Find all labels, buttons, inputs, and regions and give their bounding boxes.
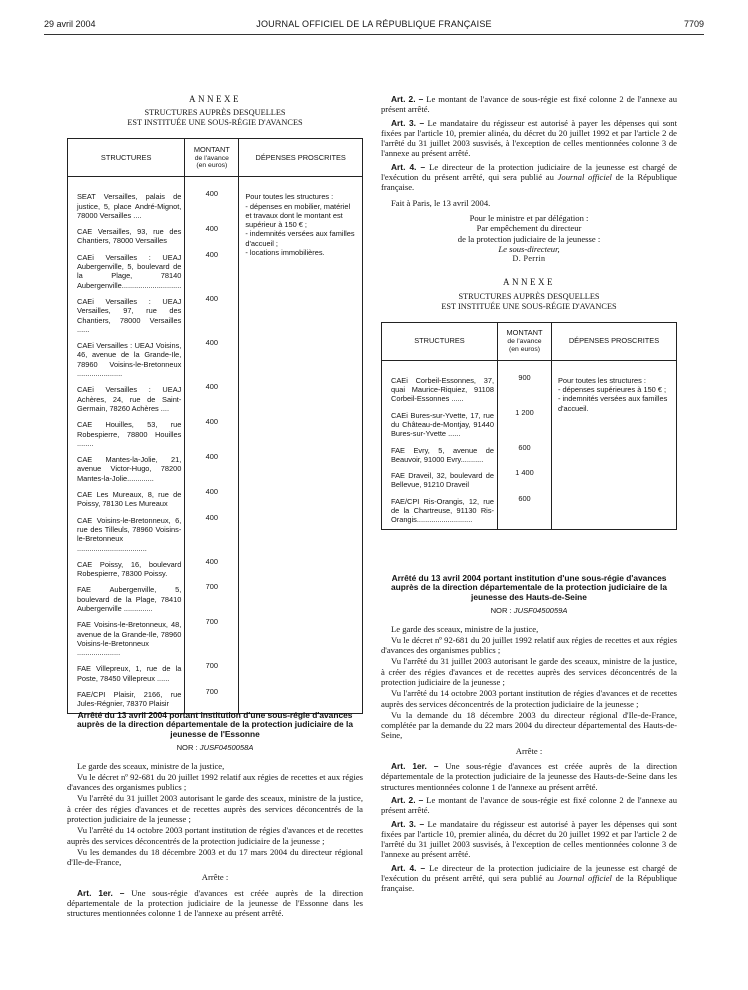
montant-cell: 900 — [498, 373, 552, 408]
article — [381, 795, 677, 816]
annexe-subtitle-line: STRUCTURES AUPRÈS DESQUELLES — [458, 291, 600, 301]
annexe-table — [67, 138, 363, 713]
article-label: Art. 2. – — [391, 794, 424, 805]
signature-line: de la protection judiciaire de la jeunesse : — [457, 233, 601, 244]
structure-cell: FAE Aubergenville, 5, boulevard de la Plage, 78410 Aubergenville .............. — [68, 582, 185, 617]
signature-line: Pour le ministre et par délégation : — [469, 212, 589, 223]
paragraph: Vu le décret nº 92-681 du 20 juillet 1992 relatif aux régies de recettes et aux régies d'avances des organismes publics ; — [381, 634, 677, 656]
montant-cell: 1 200 — [498, 408, 552, 443]
montant-cell: 400 — [185, 250, 239, 294]
proscrite-item: Pour toutes les structures : — [245, 192, 334, 202]
article — [381, 118, 677, 159]
column-header-depenses: DÉPENSES PROSCRITES — [552, 322, 677, 360]
article-text: Une sous-régie d'avances est créée auprès de la direction départementale de la protection judiciaire de la jeunesse de l'Essonne dans les structures mentionnées colonne 1 de l'annexe au présent arrêté. — [67, 887, 363, 919]
article-text: de la République française. — [381, 172, 677, 193]
journal-name: Journal officiel — [557, 172, 612, 183]
page-header — [44, 19, 704, 33]
nor-reference — [381, 606, 677, 616]
annexe-subtitle — [381, 292, 677, 312]
montant-cell: 700 — [185, 661, 239, 687]
montant-cell: 400 — [185, 338, 239, 382]
table-row — [68, 189, 363, 224]
arrete-essonne — [67, 711, 363, 922]
proscrite-item: Pour toutes les structures : — [558, 375, 646, 385]
structure-cell: CAEi Versailles : UEAJ Voisins, 46, avenue de la Grande-Ile, 78960 Voisins-le-Bretonneux ...................... — [68, 338, 185, 382]
paragraph: Vu l'arrêté du 31 juillet 2003 autorisant le garde des sceaux, ministre de la justice, à créer des régies d'avances et de recettes auprès des services déconcentrés de la protection judiciaire de la jeunesse ; — [381, 656, 677, 687]
article-label: Art. 4. – — [391, 862, 426, 873]
article-label: Art. 3. – — [391, 818, 425, 829]
structure-cell: CAEi Bures-sur-Yvette, 17, rue du Château-de-Montjay, 91440 Bures-sur-Yvette ...... — [382, 408, 498, 443]
article — [381, 761, 677, 792]
nor-code: JUSF0450059A — [513, 606, 568, 616]
paragraph: Le garde des sceaux, ministre de la justice, — [77, 760, 225, 771]
signature-line: Par empêchement du directeur — [476, 223, 582, 234]
article-text: Le montant de l'avance de sous-régie est fixé colonne 2 de l'annexe au présent arrêté. — [381, 794, 677, 816]
montant-cell: 700 — [185, 582, 239, 617]
arrete-hauts-de-seine — [381, 574, 677, 897]
article — [381, 863, 677, 894]
structure-cell: FAE/CPI Plaisir, 2166, rue Jules-Régnier, 78370 Plaisir — [68, 687, 185, 713]
journal-title: JOURNAL OFFICIEL DE LA RÉPUBLIQUE FRANÇAISE — [256, 19, 492, 29]
montant-cell: 700 — [185, 687, 239, 713]
structure-cell: FAE Villepreux, 1, rue de la Poste, 78450 Villepreux ...... — [68, 661, 185, 687]
structure-cell: CAEi Versailles : UEAJ Achères, 24, rue de Saint-Germain, 78260 Achères .... — [68, 382, 185, 417]
structure-cell: CAEi Versailles : UEAJ Aubergenville, 5, boulevard de la Plage, 78140 Aubergenville............................. — [68, 250, 185, 294]
annexe-title: ANNEXE — [189, 94, 241, 104]
right-column — [381, 94, 677, 894]
structure-cell: CAE Mantes-la-Jolie, 21, avenue Victor-Hugo, 78200 Mantes-la-Jolie............. — [68, 452, 185, 487]
nor-reference — [67, 743, 363, 753]
paragraph: Le garde des sceaux, ministre de la justice, — [391, 623, 539, 634]
header-text: MONTANT — [506, 328, 543, 338]
proscrite-item: - indemnités versées aux familles d'accueil. — [558, 394, 668, 413]
montant-cell: 400 — [185, 224, 239, 250]
signature-block — [381, 213, 677, 264]
article-text: de la République française. — [381, 873, 677, 894]
annexe-subtitle — [67, 108, 363, 128]
column-header-depenses: DÉPENSES PROSCRITES — [239, 139, 363, 177]
table-header-row — [382, 322, 677, 360]
header-text: (en euros) — [509, 345, 540, 353]
article — [381, 94, 677, 115]
column-header-structures: STRUCTURES — [68, 139, 185, 177]
nor-code: JUSF0450058A — [199, 743, 254, 753]
header-date: 29 avril 2004 — [44, 19, 96, 29]
table-row — [382, 373, 677, 408]
arrete-title: Arrêté du 13 avril 2004 portant institution d'une sous-régie d'avances auprès de la direction départementale de la protection judiciaire de la jeunesse de l'Essonne — [77, 710, 353, 739]
montant-cell: 400 — [185, 382, 239, 417]
table-header-row — [68, 139, 363, 177]
montant-cell: 1 400 — [498, 468, 552, 494]
annexe-subtitle-line: EST INSTITUÉE UNE SOUS-RÉGIE D'AVANCES — [441, 301, 617, 311]
arrete-heading: Arrête : — [201, 872, 229, 883]
article — [67, 888, 363, 919]
article-text: Le montant de l'avance de sous-régie est fixé colonne 2 de l'annexe au présent arrêté. — [381, 94, 677, 115]
column-header-montant — [498, 322, 552, 360]
structure-cell: CAE Poissy, 16, boulevard Robespierre, 78300 Poissy. — [68, 557, 185, 583]
arrete-heading: Arrête : — [515, 745, 543, 756]
header-text: de l'avance — [507, 337, 542, 345]
paragraph: Vu les demandes du 18 décembre 2003 et du 17 mars 2004 du directeur régional d'Ile-de-France, — [67, 846, 363, 868]
montant-cell: 400 — [185, 557, 239, 583]
structure-cell: CAE Les Mureaux, 8, rue de Poissy, 78130 Les Mureaux — [68, 487, 185, 513]
structure-cell: FAE Evry, 5, avenue de Beauvoir, 91000 Evry........... — [382, 443, 498, 469]
annexe-subtitle-line: EST INSTITUÉE UNE SOUS-RÉGIE D'AVANCES — [127, 118, 303, 128]
proscrite-item: - dépenses supérieures à 150 € ; — [558, 385, 667, 395]
header-text: MONTANT — [193, 144, 230, 154]
structure-cell: CAEi Corbeil-Essonnes, 37, quai Maurice-Riquiez, 91108 Corbeil-Essonnes ...... — [382, 373, 498, 408]
structure-cell: CAE Houilles, 53, rue Robespierre, 78800 Houilles ........ — [68, 417, 185, 452]
proscrite-item: - locations immobilières. — [245, 248, 325, 258]
table-body — [382, 360, 677, 529]
montant-cell: 600 — [498, 443, 552, 469]
paragraph: Vu la demande du 18 décembre 2003 du directeur régional d'Ile-de-France, complétée par la demande du 22 mars 2004 du directeur départemental des Hauts-de-Seine, — [381, 709, 677, 741]
montant-cell: 400 — [185, 487, 239, 513]
nor-label: NOR : — [490, 606, 512, 616]
structure-cell: FAE/CPI Ris-Orangis, 12, rue de la Chartreuse, 91130 Ris-Orangis........................... — [382, 494, 498, 529]
depenses-proscrites-cell — [239, 189, 363, 713]
structure-cell: CAE Versailles, 93, rue des Chantiers, 78000 Versailles — [68, 224, 185, 250]
article-text: Une sous-régie d'avances est créée auprès de la direction départementale de la protection judiciaire de la jeunesse des Hauts-de-Seine dans les structures mentionnées colonne 1 de l'annexe au présent arrêté. — [381, 761, 677, 792]
article-label: Art. 1er. – — [77, 887, 125, 898]
article-text: Le directeur de la protection judiciaire de la jeunesse est chargé de l'exécution du présent arrêté, qui sera publié au — [381, 161, 677, 183]
table-body — [68, 177, 363, 713]
article — [381, 819, 677, 860]
montant-cell: 400 — [185, 513, 239, 557]
structure-cell: CAEi Versailles : UEAJ Versailles, 97, rue des Chantiers, 78000 Versailles ...... — [68, 294, 185, 338]
montant-cell: 700 — [185, 617, 239, 661]
annexe-title: ANNEXE — [503, 277, 555, 288]
annexe-subtitle-line: STRUCTURES AUPRÈS DESQUELLES — [144, 108, 286, 118]
column-header-montant — [185, 139, 239, 177]
structure-cell: FAE Draveil, 32, boulevard de Bellevue, 91210 Draveil — [382, 468, 498, 494]
journal-name: Journal officiel — [557, 873, 612, 884]
visas — [381, 624, 677, 741]
annexe-table — [381, 322, 677, 530]
montant-cell: 600 — [498, 494, 552, 529]
article-text: Le mandataire du régisseur est autorisé à payer les dépenses qui sont fixées par l'article 10, premier alinéa, du décret du 20 juillet 1992 et par l'article 2 de l'arrêté du 31 juillet 2003 susvisés, à l'exception de celles mentionnées colonne 3 de l'annexe au présent arrêté. — [381, 818, 677, 860]
proscrite-item: - dépenses en mobilier, matériel et travaux dont le montant est supérieur à 150 € ; — [245, 201, 351, 230]
article — [381, 162, 677, 193]
montant-cell: 400 — [185, 452, 239, 487]
structure-cell: CAE Voisins-le-Bretonneux, 6, rue des Tilleuls, 78960 Voisins-le-Bretonneux .................................. — [68, 513, 185, 557]
montant-cell: 400 — [185, 417, 239, 452]
signatory-name: D. Perrin — [512, 254, 546, 264]
article-label: Art. 2. – — [391, 94, 424, 104]
visas — [67, 761, 363, 868]
header-text: (en euros) — [196, 162, 228, 170]
article-text: Le mandataire du régisseur est autorisé à payer les dépenses qui sont fixées par l'article 10, premier alinéa, du décret du 20 juillet 1992 et par l'article 2 de l'arrêté du 31 juillet 2003 susvisés, à l'exception de celles mentionnées colonne 3 de l'annexe au présent arrêté. — [381, 117, 677, 159]
left-column — [67, 94, 363, 919]
montant-cell: 400 — [185, 189, 239, 224]
previous-articles — [381, 94, 677, 193]
article-label: Art. 1er. – — [391, 761, 439, 772]
page-number: 7709 — [683, 19, 704, 29]
header-rule — [44, 34, 704, 35]
header-text: de l'avance — [194, 154, 229, 162]
paragraph: Vu le décret nº 92-681 du 20 juillet 1992 relatif aux régies de recettes et aux régies d'avances des organismes publics ; — [67, 771, 363, 793]
article-label: Art. 3. – — [391, 117, 425, 128]
proscrite-item: - indemnités versées aux familles d'accueil ; — [245, 229, 355, 248]
paragraph: Vu l'arrêté du 14 octobre 2003 portant institution de régies d'avances et de recettes auprès des services déconcentrés de la protection judiciaire de la jeunesse ; — [67, 825, 363, 846]
column-header-structures: STRUCTURES — [382, 322, 498, 360]
fait-a-paris: Fait à Paris, le 13 avril 2004. — [391, 197, 491, 208]
paragraph: Vu l'arrêté du 14 octobre 2003 portant institution de régies d'avances et de recettes auprès des services déconcentrés de la protection judiciaire de la jeunesse ; — [381, 688, 677, 709]
paragraph: Vu l'arrêté du 31 juillet 2003 autorisant le garde des sceaux, ministre de la justice, à créer des régies d'avances et de recettes auprès des services déconcentrés de la protection judiciaire de la jeunesse ; — [67, 793, 363, 824]
signature-line: Le sous-directeur, — [498, 243, 560, 254]
article-text: Le directeur de la protection judiciaire de la jeunesse est chargé de l'exécution du présent arrêté, qui sera publié au — [381, 862, 677, 884]
arrete-title: Arrêté du 13 avril 2004 portant institution d'une sous-régie d'avances auprès de la direction départementale de la protection judiciaire de la jeunesse des Hauts-de-Seine — [391, 573, 667, 602]
structure-cell: FAE Voisins-le-Bretonneux, 48, avenue de la Grande-Ile, 78960 Voisins-le-Bretonneux ..................... — [68, 617, 185, 661]
structure-cell: SEAT Versailles, palais de justice, 5, place André-Mignot, 78000 Versailles .... — [68, 189, 185, 224]
nor-label: NOR : — [176, 743, 198, 753]
montant-cell: 400 — [185, 294, 239, 338]
depenses-proscrites-cell — [552, 373, 677, 529]
article-label: Art. 4. – — [391, 161, 426, 172]
